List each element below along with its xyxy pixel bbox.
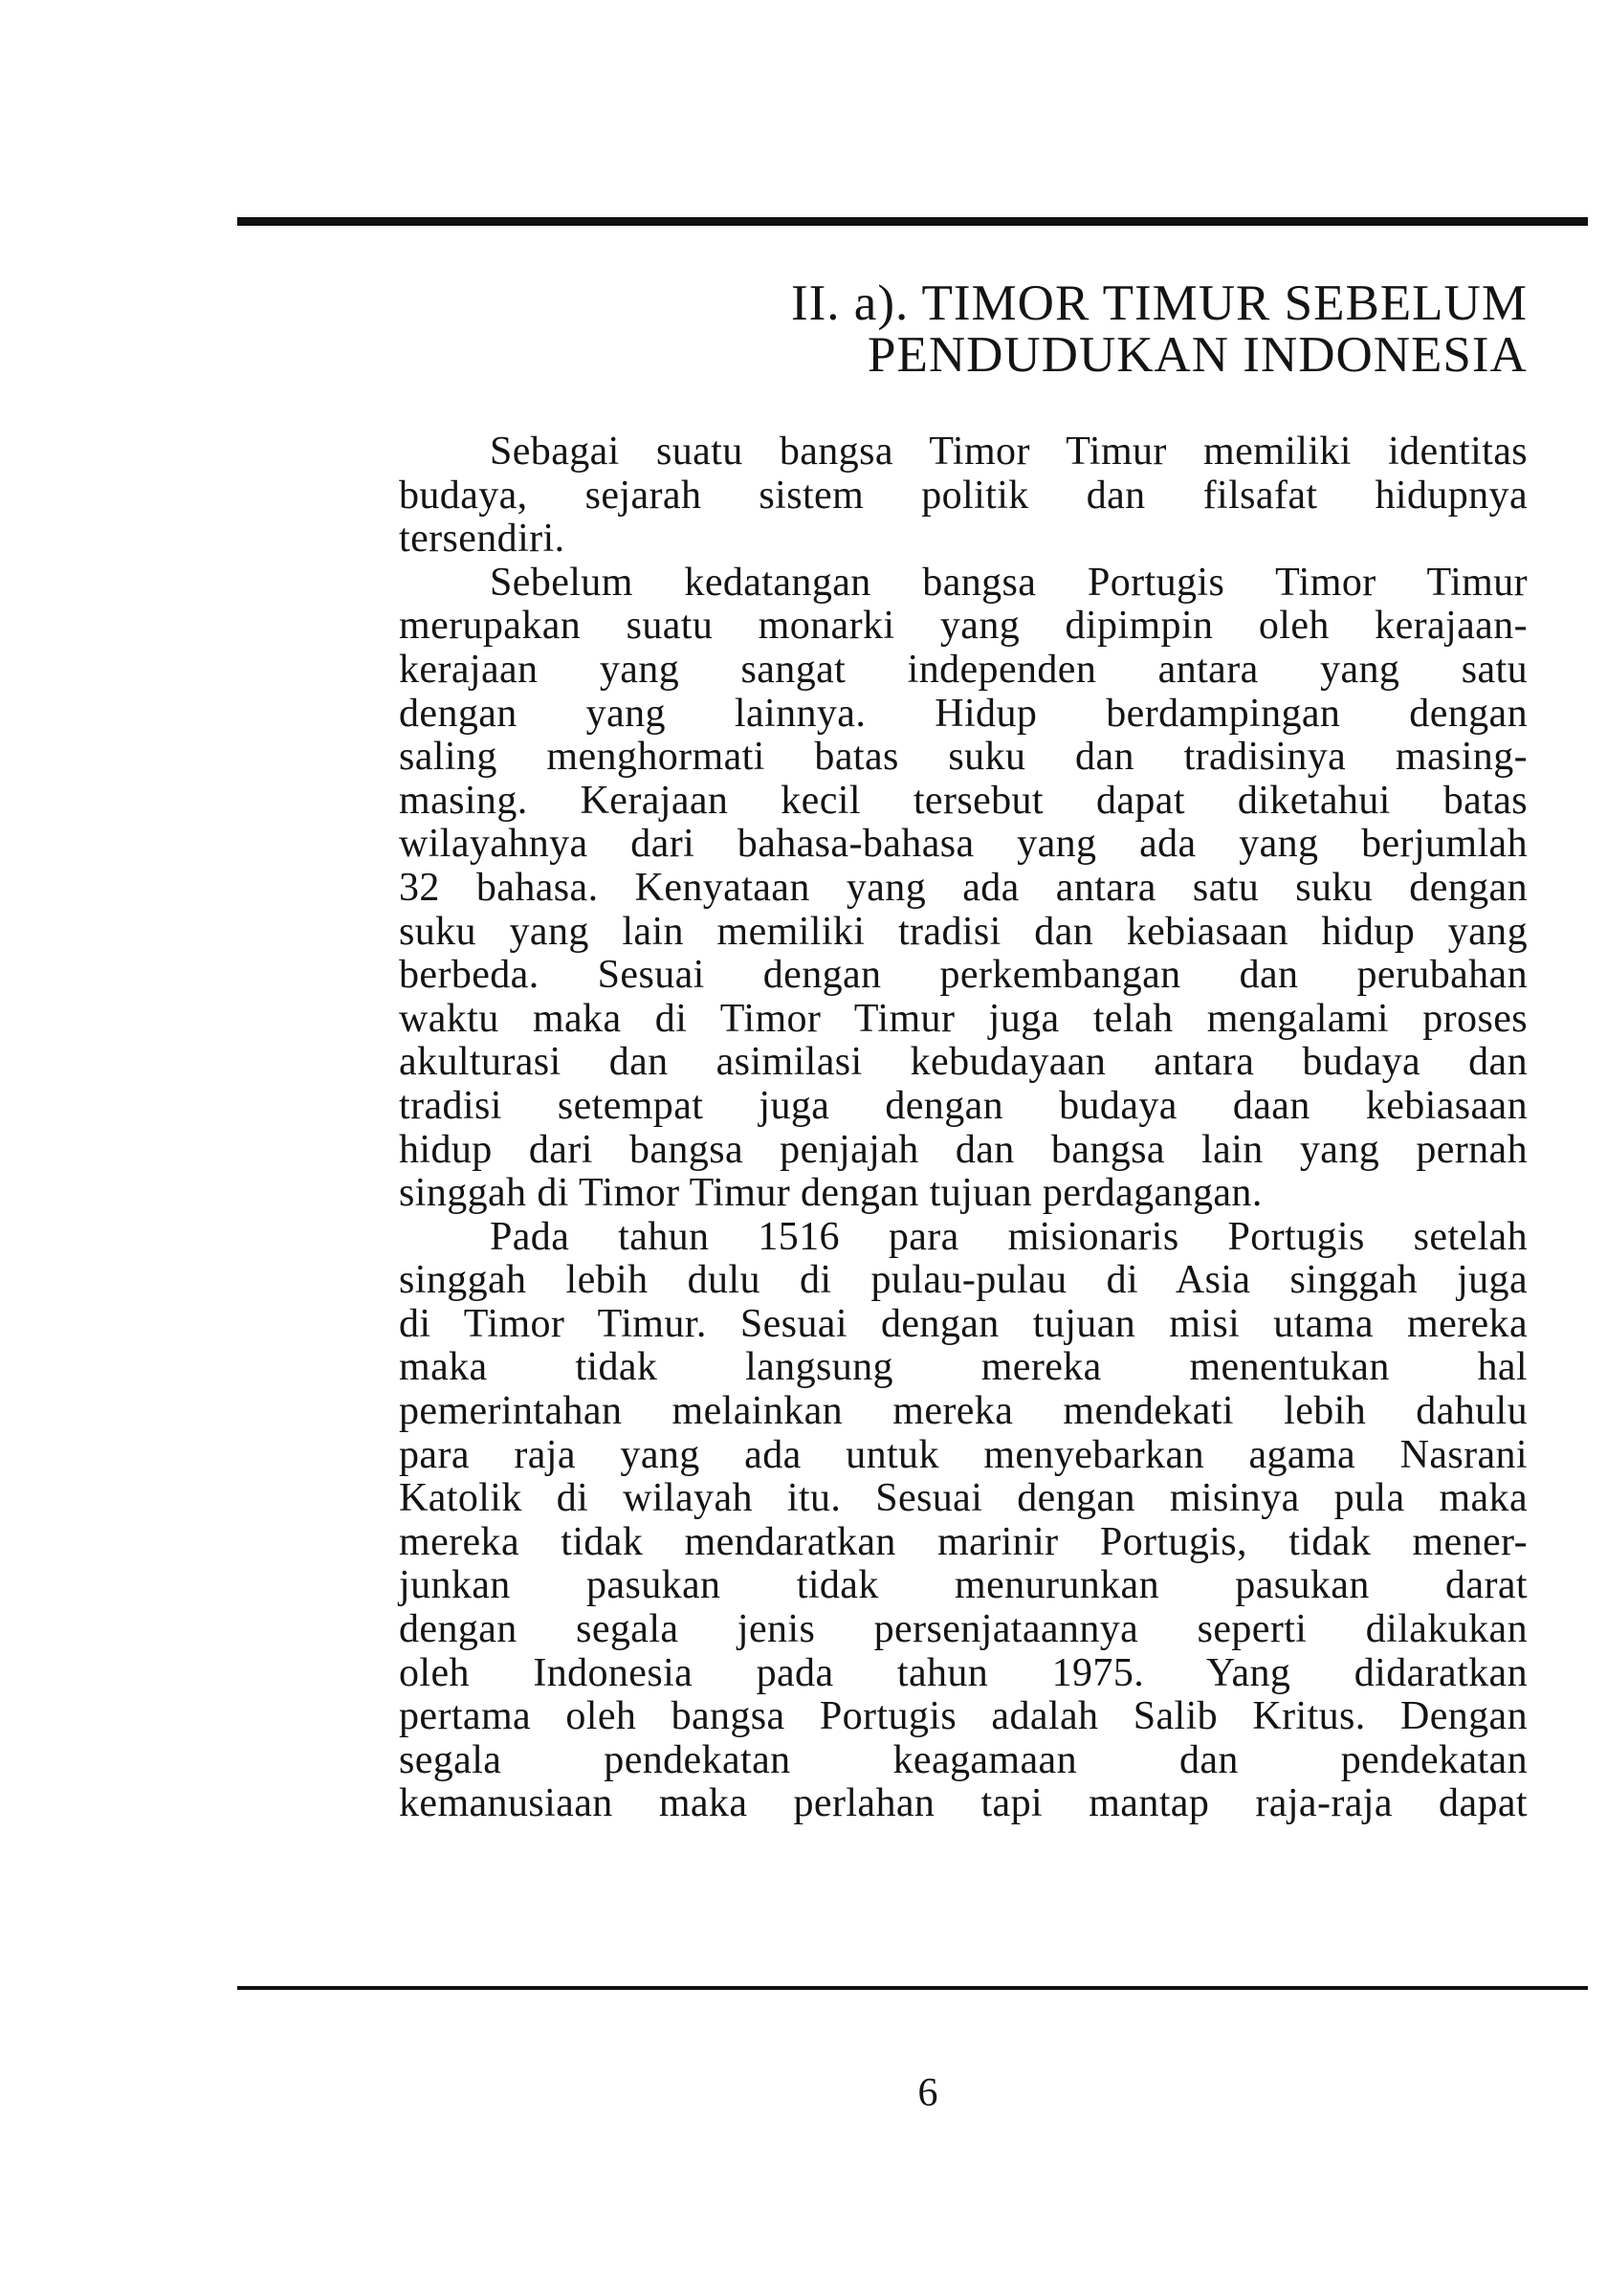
text-line: wilayahnya dari bahasa-bahasa yang ada yang berjumlah [399, 822, 1528, 867]
text-line: merupakan suatu monarki yang dipimpin oleh kerajaan- [399, 604, 1528, 649]
text-line: segala pendekatan keagamaan dan pendekatan [399, 1737, 1528, 1782]
text-line: Katolik di wilayah itu. Sesuai dengan misinya pula maka [399, 1476, 1528, 1521]
text-line: masing. Kerajaan kecil tersebut dapat diketahui batas [399, 778, 1528, 823]
text-line: Pada tahun 1516 para misionaris Portugis setelah [490, 1214, 1528, 1259]
text-line: hidup dari bangsa penjajah dan bangsa lain yang pernah [399, 1127, 1528, 1172]
text-line: Sebelum kedatangan bangsa Portugis Timor Timur [490, 560, 1528, 605]
text-line: para raja yang ada untuk menyebarkan agama Nasrani [399, 1432, 1528, 1477]
text-line: kerajaan yang sangat independen antara yang satu [399, 647, 1528, 692]
text-line: singgah di Timor Timur dengan tujuan perdagangan. [399, 1171, 1263, 1216]
bottom-rule [237, 1986, 1588, 1990]
text-line: tersendiri. [399, 517, 565, 562]
heading-line-1: II. a). TIMOR TIMUR SEBELUM [791, 276, 1528, 331]
text-line: singgah lebih dulu di pulau-pulau di Asia singgah juga [399, 1258, 1528, 1303]
text-line: akulturasi dan asimilasi kebudayaan antara budaya dan [399, 1040, 1528, 1085]
text-line: pemerintahan melainkan mereka mendekati lebih dahulu [399, 1389, 1528, 1434]
text-line: tradisi setempat juga dengan budaya daan kebiasaan [399, 1083, 1528, 1128]
text-line: saling menghormati batas suku dan tradisinya masing- [399, 735, 1528, 780]
text-line: oleh Indonesia pada tahun 1975. Yang didaratkan [399, 1650, 1528, 1695]
text-line: suku yang lain memiliki tradisi dan kebiasaan hidup yang [399, 909, 1528, 954]
text-line: waktu maka di Timor Timur juga telah mengalami proses [399, 996, 1528, 1041]
text-line: Sebagai suatu bangsa Timor Timur memiliki identitas [490, 430, 1528, 474]
text-line: maka tidak langsung mereka menentukan hal [399, 1345, 1528, 1390]
text-line: dengan segala jenis persenjataannya seperti dilakukan [399, 1607, 1528, 1652]
text-line: mereka tidak mendaratkan marinir Portugis, tidak mener- [399, 1519, 1528, 1564]
text-line: di Timor Timur. Sesuai dengan tujuan misi utama mereka [399, 1301, 1528, 1346]
text-line: 32 bahasa. Kenyataan yang ada antara satu suku dengan [399, 865, 1528, 910]
text-line: junkan pasukan tidak menurunkan pasukan darat [399, 1563, 1528, 1608]
section-heading [791, 277, 1556, 381]
page-number: 6 [917, 2071, 938, 2115]
text-line: berbeda. Sesuai dengan perkembangan dan perubahan [399, 953, 1528, 998]
text-line: pertama oleh bangsa Portugis adalah Salib Kritus. Dengan [399, 1694, 1528, 1739]
text-line: dengan yang lainnya. Hidup berdampingan dengan [399, 691, 1528, 736]
heading-line-2: PENDUDUKAN INDONESIA [868, 327, 1528, 383]
body-text [399, 430, 1528, 1826]
top-rule [237, 217, 1588, 226]
text-line: budaya, sejarah sistem politik dan filsafat hidupnya [399, 473, 1528, 518]
text-line: kemanusiaan maka perlahan tapi mantap raja-raja dapat [399, 1781, 1528, 1826]
